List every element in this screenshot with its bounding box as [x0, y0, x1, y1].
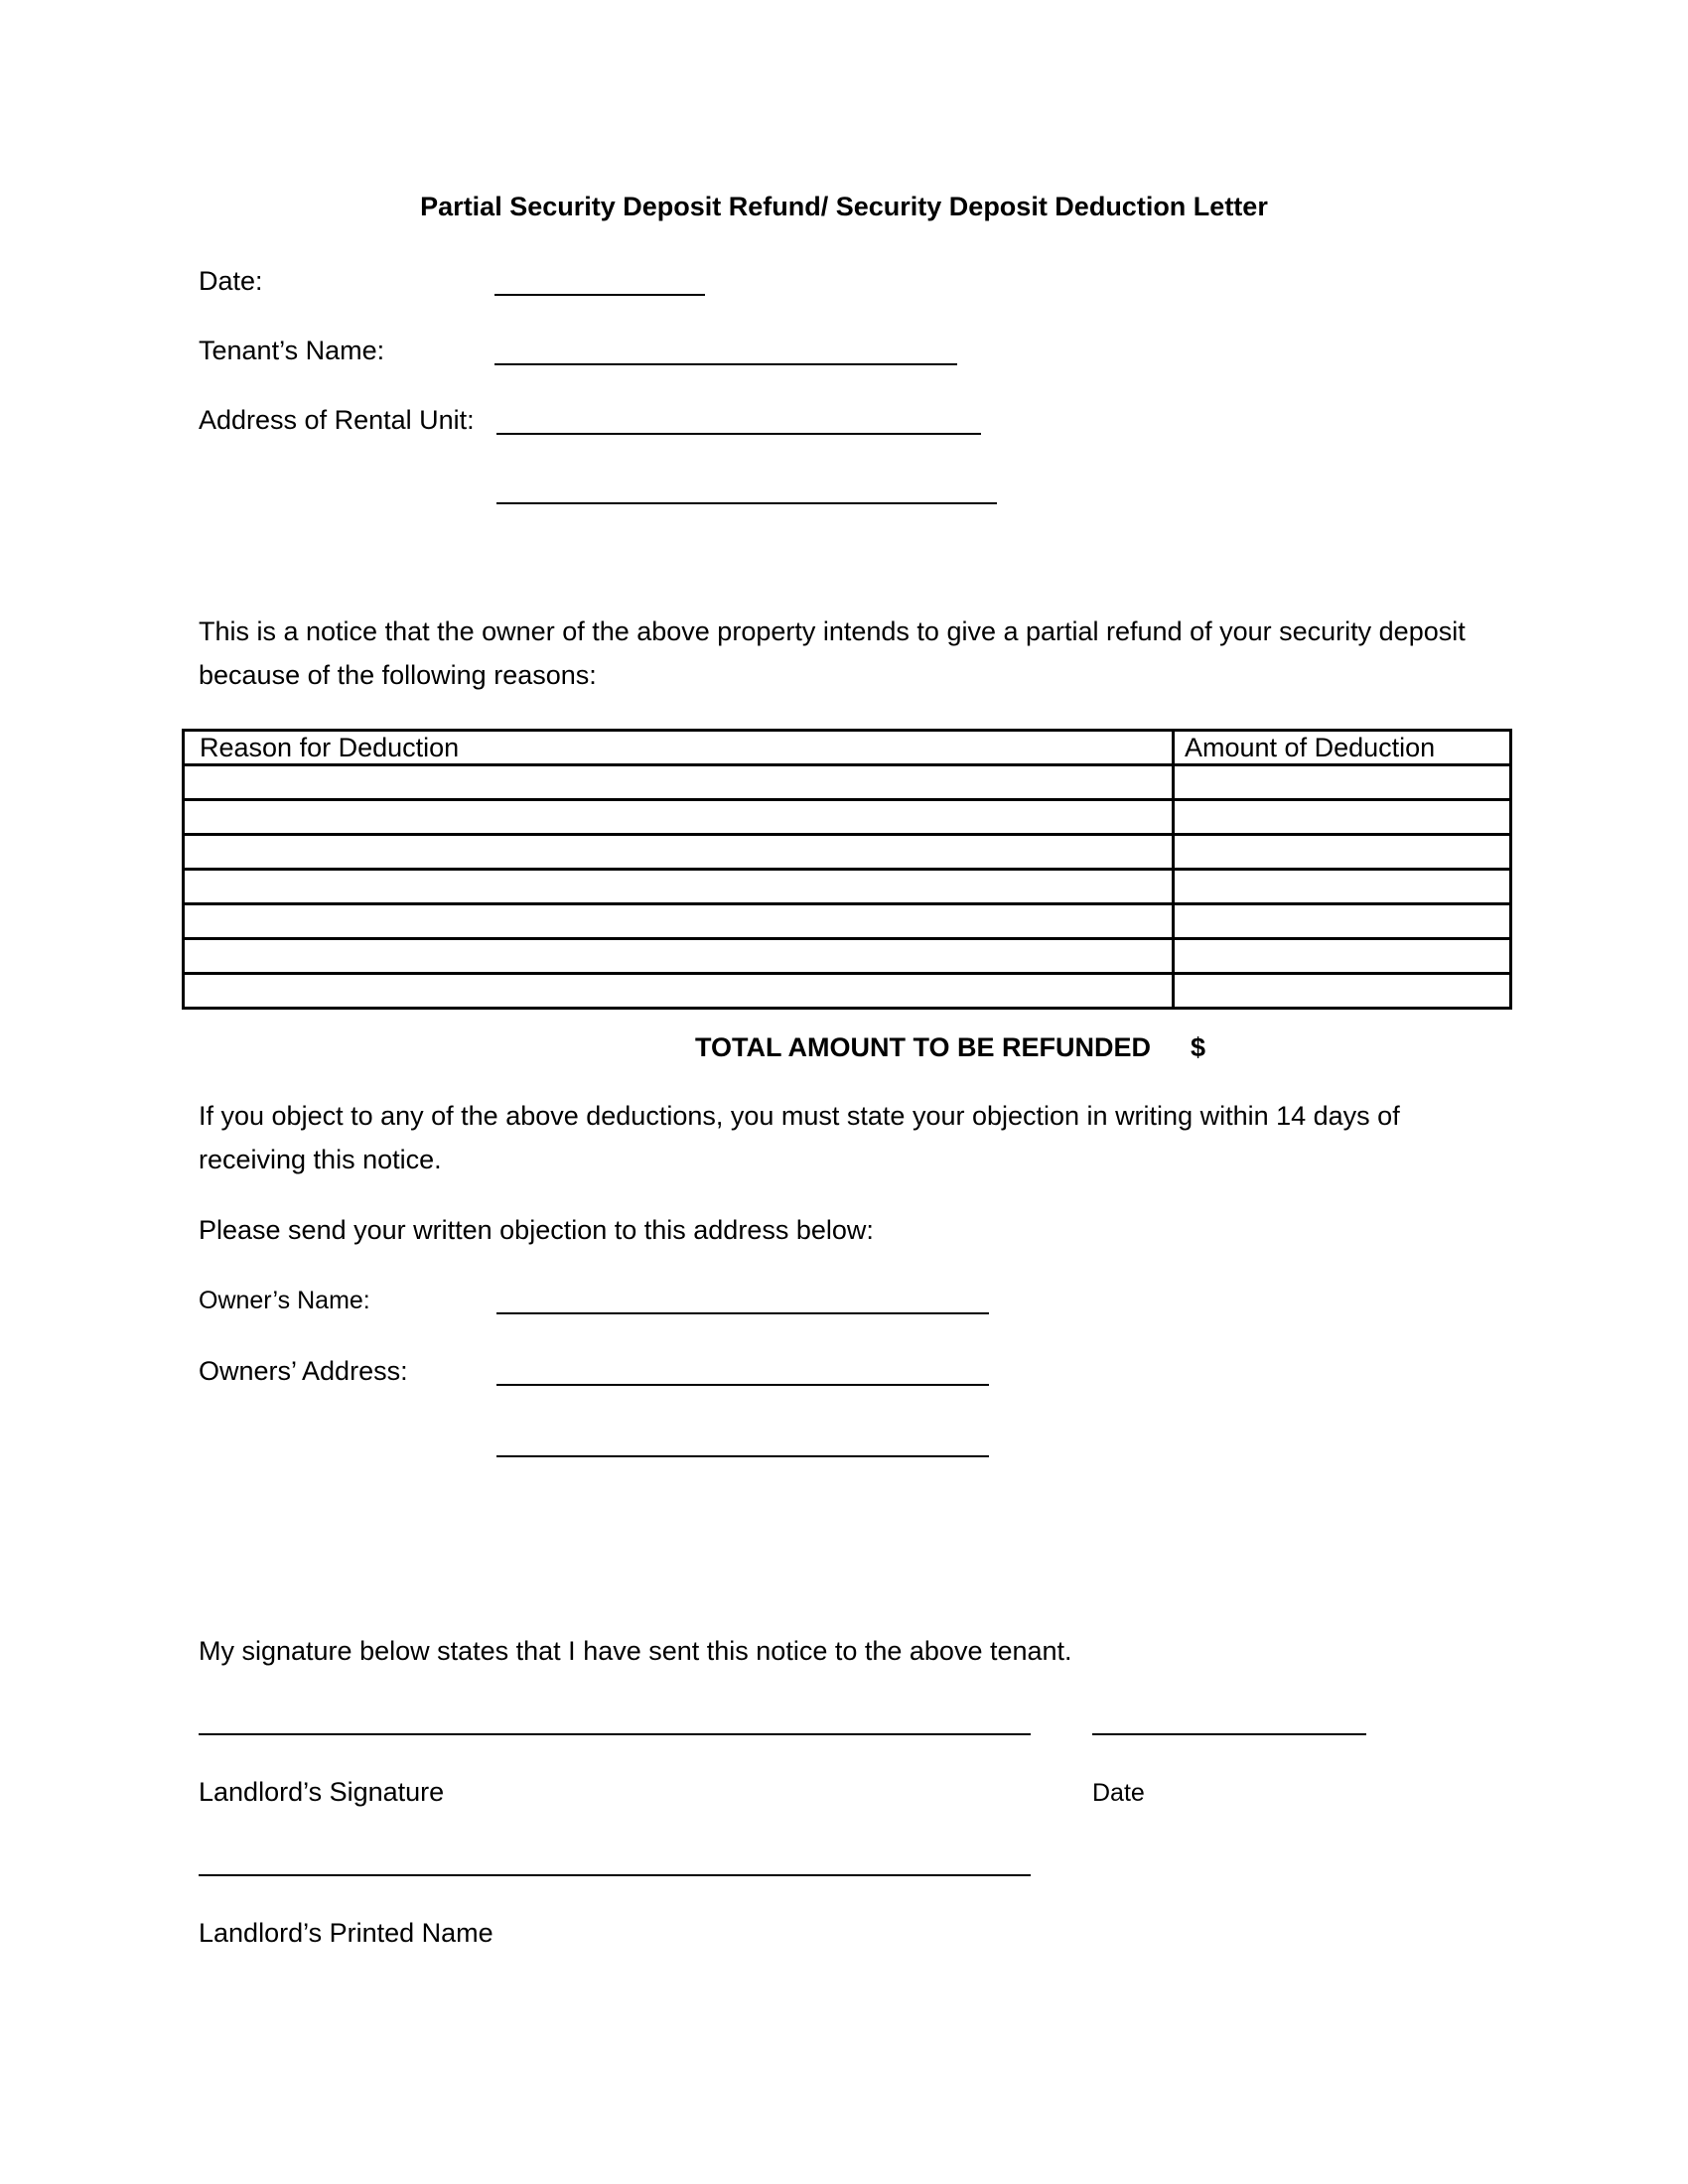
landlord-signature-label: Landlord’s Signature — [199, 1777, 445, 1807]
amount-cell[interactable] — [1174, 974, 1511, 1009]
notice-paragraph: This is a notice that the owner of the above property intends to give a partial refund of your security deposit because of the following reasons: — [199, 616, 1466, 690]
header-amount: Amount of Deduction — [1174, 731, 1511, 765]
reason-cell[interactable] — [184, 904, 1174, 939]
send-instruction: Please send your written objection to this address below: — [199, 1215, 874, 1245]
date-label: Date: — [199, 266, 263, 296]
header-reason: Reason for Deduction — [184, 731, 1174, 765]
signature-statement: My signature below states that I have sent this notice to the above tenant. — [199, 1636, 1072, 1666]
amount-cell[interactable] — [1174, 835, 1511, 870]
rental-address-field-line-2[interactable] — [496, 502, 997, 504]
reason-cell[interactable] — [184, 939, 1174, 974]
amount-cell[interactable] — [1174, 904, 1511, 939]
signature-date-label: Date — [1092, 1779, 1145, 1807]
amount-cell[interactable] — [1174, 800, 1511, 835]
amount-cell[interactable] — [1174, 870, 1511, 904]
table-row — [184, 939, 1511, 974]
date-field[interactable] — [494, 294, 705, 296]
owner-name-label: Owner’s Name: — [199, 1287, 370, 1314]
letter-title: Partial Security Deposit Refund/ Security Deposit Deduction Letter — [420, 192, 1268, 221]
tenant-name-field[interactable] — [494, 363, 957, 365]
landlord-signature-field[interactable] — [199, 1733, 1031, 1735]
deductions-table — [182, 729, 1512, 1010]
landlord-printed-name-label: Landlord’s Printed Name — [199, 1918, 493, 1948]
reason-cell[interactable] — [184, 800, 1174, 835]
table-row — [184, 904, 1511, 939]
table-row — [184, 974, 1511, 1009]
table-header-row — [184, 731, 1511, 765]
owner-address-field-line-2[interactable] — [496, 1455, 989, 1457]
owner-address-label: Owners’ Address: — [199, 1356, 408, 1386]
landlord-printed-name-field[interactable] — [199, 1874, 1031, 1876]
owner-address-field-line-1[interactable] — [496, 1384, 989, 1386]
table-row — [184, 765, 1511, 800]
reason-cell[interactable] — [184, 974, 1174, 1009]
table-row — [184, 835, 1511, 870]
total-label: TOTAL AMOUNT TO BE REFUNDED — [695, 1032, 1151, 1062]
owner-name-field[interactable] — [496, 1312, 989, 1314]
rental-address-label: Address of Rental Unit: — [199, 405, 475, 435]
reason-cell[interactable] — [184, 870, 1174, 904]
signature-date-field[interactable] — [1092, 1733, 1366, 1735]
objection-paragraph: If you object to any of the above deductions, you must state your objection in writing within 14 days of receiving this notice. — [199, 1101, 1400, 1174]
table-row — [184, 800, 1511, 835]
amount-cell[interactable] — [1174, 939, 1511, 974]
reason-cell[interactable] — [184, 765, 1174, 800]
total-currency: $ — [1191, 1032, 1206, 1062]
amount-cell[interactable] — [1174, 765, 1511, 800]
table-row — [184, 870, 1511, 904]
tenant-name-label: Tenant’s Name: — [199, 336, 385, 365]
rental-address-field-line-1[interactable] — [496, 433, 981, 435]
reason-cell[interactable] — [184, 835, 1174, 870]
